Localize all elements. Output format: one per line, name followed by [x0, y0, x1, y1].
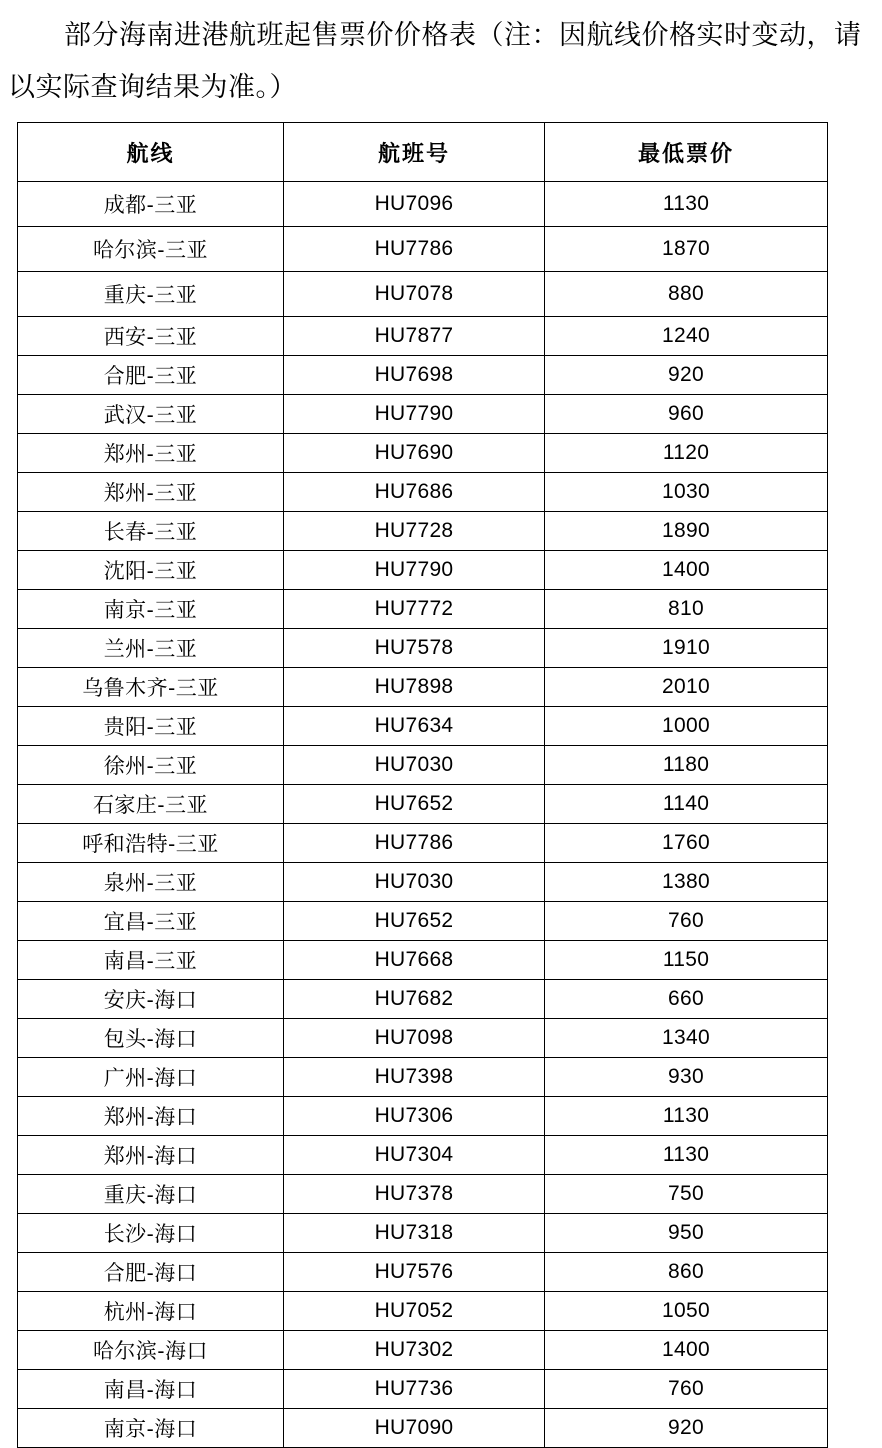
cell-route: 乌鲁木齐-三亚: [18, 668, 284, 707]
cell-route: 郑州-三亚: [18, 473, 284, 512]
table-row: [18, 863, 828, 902]
cell-flight-no: HU7668: [284, 941, 545, 980]
cell-route: 合肥-三亚: [18, 356, 284, 395]
cell-route: 沈阳-三亚: [18, 551, 284, 590]
cell-lowest-fare: 950: [545, 1214, 828, 1253]
table-row: [18, 1409, 828, 1448]
cell-lowest-fare: 1400: [545, 551, 828, 590]
cell-flight-no: HU7686: [284, 473, 545, 512]
cell-flight-no: HU7728: [284, 512, 545, 551]
table-row: [18, 1058, 828, 1097]
cell-lowest-fare: 1140: [545, 785, 828, 824]
cell-route: 南昌-海口: [18, 1370, 284, 1409]
cell-flight-no: HU7877: [284, 317, 545, 356]
table-row: [18, 668, 828, 707]
cell-route: 郑州-海口: [18, 1136, 284, 1175]
cell-route: 兰州-三亚: [18, 629, 284, 668]
cell-route: 重庆-三亚: [18, 272, 284, 317]
table-row: [18, 1097, 828, 1136]
fare-table: [17, 122, 828, 1448]
cell-lowest-fare: 760: [545, 1370, 828, 1409]
table-row: [18, 434, 828, 473]
cell-route: 广州-海口: [18, 1058, 284, 1097]
cell-lowest-fare: 1030: [545, 473, 828, 512]
table-row: [18, 551, 828, 590]
cell-lowest-fare: 1150: [545, 941, 828, 980]
cell-lowest-fare: 1890: [545, 512, 828, 551]
cell-flight-no: HU7652: [284, 902, 545, 941]
table-row: [18, 1331, 828, 1370]
cell-lowest-fare: 810: [545, 590, 828, 629]
cell-route: 哈尔滨-海口: [18, 1331, 284, 1370]
cell-flight-no: HU7302: [284, 1331, 545, 1370]
cell-lowest-fare: 920: [545, 1409, 828, 1448]
cell-flight-no: HU7682: [284, 980, 545, 1019]
cell-route: 石家庄-三亚: [18, 785, 284, 824]
cell-lowest-fare: 1000: [545, 707, 828, 746]
cell-lowest-fare: 1380: [545, 863, 828, 902]
table-row: [18, 629, 828, 668]
cell-flight-no: HU7898: [284, 668, 545, 707]
cell-route: 徐州-三亚: [18, 746, 284, 785]
cell-route: 呼和浩特-三亚: [18, 824, 284, 863]
column-header-route: 航线: [18, 123, 284, 182]
cell-route: 长春-三亚: [18, 512, 284, 551]
table-row: [18, 980, 828, 1019]
cell-lowest-fare: 960: [545, 395, 828, 434]
cell-lowest-fare: 2010: [545, 668, 828, 707]
cell-route: 郑州-海口: [18, 1097, 284, 1136]
cell-lowest-fare: 750: [545, 1175, 828, 1214]
column-header-flight-no: 航班号: [284, 123, 545, 182]
cell-route: 安庆-海口: [18, 980, 284, 1019]
cell-route: 南京-海口: [18, 1409, 284, 1448]
table-row: [18, 317, 828, 356]
cell-lowest-fare: 1340: [545, 1019, 828, 1058]
cell-flight-no: HU7306: [284, 1097, 545, 1136]
cell-lowest-fare: 880: [545, 272, 828, 317]
cell-flight-no: HU7690: [284, 434, 545, 473]
table-row: [18, 227, 828, 272]
cell-route: 南京-三亚: [18, 590, 284, 629]
table-row: [18, 707, 828, 746]
cell-lowest-fare: 660: [545, 980, 828, 1019]
table-row: [18, 512, 828, 551]
cell-route: 哈尔滨-三亚: [18, 227, 284, 272]
table-row: [18, 590, 828, 629]
cell-lowest-fare: 1400: [545, 1331, 828, 1370]
cell-flight-no: HU7772: [284, 590, 545, 629]
cell-lowest-fare: 1130: [545, 1097, 828, 1136]
table-header-row: [18, 123, 828, 182]
cell-route: 包头-海口: [18, 1019, 284, 1058]
cell-flight-no: HU7030: [284, 863, 545, 902]
cell-route: 武汉-三亚: [18, 395, 284, 434]
cell-flight-no: HU7652: [284, 785, 545, 824]
cell-flight-no: HU7318: [284, 1214, 545, 1253]
cell-flight-no: HU7786: [284, 227, 545, 272]
cell-route: 郑州-三亚: [18, 434, 284, 473]
cell-lowest-fare: 930: [545, 1058, 828, 1097]
table-row: [18, 272, 828, 317]
table-row: [18, 1214, 828, 1253]
cell-route: 成都-三亚: [18, 182, 284, 227]
table-row: [18, 473, 828, 512]
cell-flight-no: HU7378: [284, 1175, 545, 1214]
cell-flight-no: HU7078: [284, 272, 545, 317]
cell-flight-no: HU7786: [284, 824, 545, 863]
page-title: 部分海南进港航班起售票价价格表（注：因航线价格实时变动，请以实际查询结果为准。）: [8, 20, 862, 103]
cell-lowest-fare: 920: [545, 356, 828, 395]
cell-lowest-fare: 1910: [545, 629, 828, 668]
table-row: [18, 941, 828, 980]
table-row: [18, 395, 828, 434]
table-body: [18, 182, 828, 1448]
table-row: [18, 182, 828, 227]
cell-flight-no: HU7304: [284, 1136, 545, 1175]
cell-flight-no: HU7398: [284, 1058, 545, 1097]
cell-route: 西安-三亚: [18, 317, 284, 356]
table-row: [18, 1136, 828, 1175]
cell-lowest-fare: 1760: [545, 824, 828, 863]
table-row: [18, 1370, 828, 1409]
cell-flight-no: HU7790: [284, 395, 545, 434]
cell-lowest-fare: 1870: [545, 227, 828, 272]
cell-route: 南昌-三亚: [18, 941, 284, 980]
cell-flight-no: HU7096: [284, 182, 545, 227]
cell-flight-no: HU7790: [284, 551, 545, 590]
table-row: [18, 902, 828, 941]
cell-flight-no: HU7030: [284, 746, 545, 785]
cell-flight-no: HU7576: [284, 1253, 545, 1292]
cell-lowest-fare: 760: [545, 902, 828, 941]
table-row: [18, 1292, 828, 1331]
cell-flight-no: HU7090: [284, 1409, 545, 1448]
cell-lowest-fare: 1180: [545, 746, 828, 785]
table-row: [18, 356, 828, 395]
cell-flight-no: HU7098: [284, 1019, 545, 1058]
table-row: [18, 1175, 828, 1214]
cell-flight-no: HU7698: [284, 356, 545, 395]
table-row: [18, 785, 828, 824]
cell-flight-no: HU7052: [284, 1292, 545, 1331]
cell-lowest-fare: 1240: [545, 317, 828, 356]
cell-route: 长沙-海口: [18, 1214, 284, 1253]
cell-route: 重庆-海口: [18, 1175, 284, 1214]
table-row: [18, 824, 828, 863]
cell-route: 杭州-海口: [18, 1292, 284, 1331]
table-row: [18, 746, 828, 785]
cell-route: 宜昌-三亚: [18, 902, 284, 941]
cell-flight-no: HU7634: [284, 707, 545, 746]
cell-lowest-fare: 1130: [545, 182, 828, 227]
cell-route: 贵阳-三亚: [18, 707, 284, 746]
cell-lowest-fare: 1050: [545, 1292, 828, 1331]
cell-lowest-fare: 1130: [545, 1136, 828, 1175]
table-header: [18, 123, 828, 182]
table-row: [18, 1019, 828, 1058]
cell-flight-no: HU7736: [284, 1370, 545, 1409]
cell-route: 合肥-海口: [18, 1253, 284, 1292]
cell-lowest-fare: 1120: [545, 434, 828, 473]
cell-route: 泉州-三亚: [18, 863, 284, 902]
cell-flight-no: HU7578: [284, 629, 545, 668]
column-header-lowest-fare: 最低票价: [545, 123, 828, 182]
cell-lowest-fare: 860: [545, 1253, 828, 1292]
